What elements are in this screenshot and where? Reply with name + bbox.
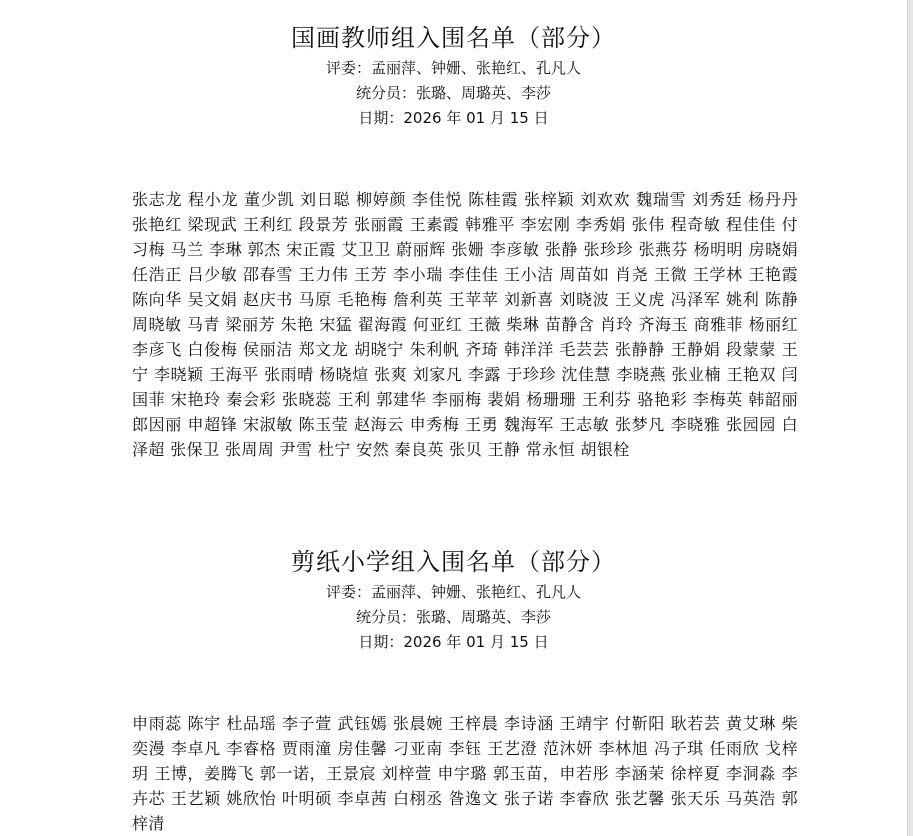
window-scrollbar-edge[interactable]: [907, 0, 913, 836]
names-list: 张志龙 程小龙 董少凯 刘日聪 柳婷颜 李佳悦 陈桂霞 张梓颖 刘欢欢 魏瑞雪 刘秀廷 杨丹丹 张艳红 梁现武 王利红 段景芳 张丽霞 王素霞 韩雅平 李宏刚 李秀娟 张伟 程奇敏 程佳佳 付习梅 马兰 李琳 郭杰 宋正霞 艾卫卫 蔚丽辉 张姗 李彦敏 张静 张珍珍 张燕芬 杨明明 房晓娟 任浩正 吕少敏 邵春雪 王力伟 王芳 李小瑞 李佳佳 王小洁 周苗如 肖尧 王微 王学林 王艳霞 陈向华 吴文娟 赵庆书 马原 毛艳梅 詹利英 王苹苹 刘新喜 刘晓波 王义虎 冯泽军 姚利 陈静 周晓敏 马青 梁丽芳 朱艳 宋猛 翟海霞 何亚红 王薇 柴琳 苗静含 肖玲 齐海玉 商雅菲 杨丽红 李彦飞 白俊梅 侯丽洁 郑文龙 胡晓宁 朱利帆 齐琦 韩洋洋 毛芸芸 张静静 王静娟 段蒙蒙 王宁 李晓颖 王海平 张雨晴 杨晓煊 张爽 刘家凡 李露 于珍珍 沈佳慧 李晓燕 张业楠 王艳双 闫国菲 宋艳玲 秦会彩 张晓蕊 王利 郭建华 李丽梅 裴娟 杨珊珊 王利芬 骆艳彩 李梅英 韩韶丽 郎因丽 申超锋 宋淑敏 陈玉莹 赵海云 申秀梅 王勇 魏海军 王志敏 张梦凡 李晓雅 张园园 白泽超 张保卫 张周周 尹雪 杜宁 安然 秦良英 张贝 王静 常永恒 胡银栓: [132, 190, 798, 459]
section-papercut-primary: [0, 544, 907, 833]
scorers-line: 统分员：张璐、周璐英、李莎: [355, 608, 551, 626]
section-title: 剪纸小学组入围名单（部分）: [291, 548, 616, 576]
judges-line: 评委：孟丽萍、钟姗、张艳红、孔凡人: [325, 583, 581, 601]
names-list: 申雨蕊 陈宇 杜品瑶 李子萱 武钰嫣 张晨婉 王梓晨 李诗涵 王靖宇 付靳阳 耿若芸 黄艾琳 柴奕漫 李卓凡 李睿格 贾雨潼 房佳馨 刁亚南 李钰 王艺澄 范沐妍 李林旭 冯子琪 任雨欣 戈梓玥 王博，姜腾飞 郭一诺，王景宸 刘梓萱 申宇璐 郭玉苗，申若彤 李涵茉 徐梓夏 李洞淼 李卉芯 王艺颖 姚欣怡 叶明硕 李卓茜 白栩丞 昝逸文 张子诺 李睿欣 张艺馨 张天乐 马英浩 郭梓清: [132, 714, 798, 833]
judges-line: 评委：孟丽萍、钟姗、张艳红、孔凡人: [325, 59, 581, 77]
date-line: 日期：2026 年 01 月 15 日: [358, 109, 549, 127]
section-title: 国画教师组入围名单（部分）: [291, 24, 616, 52]
date-line: 日期：2026 年 01 月 15 日: [358, 633, 549, 651]
section-guohua-teachers: [0, 20, 907, 459]
scorers-line: 统分员：张璐、周璐英、李莎: [355, 84, 551, 102]
